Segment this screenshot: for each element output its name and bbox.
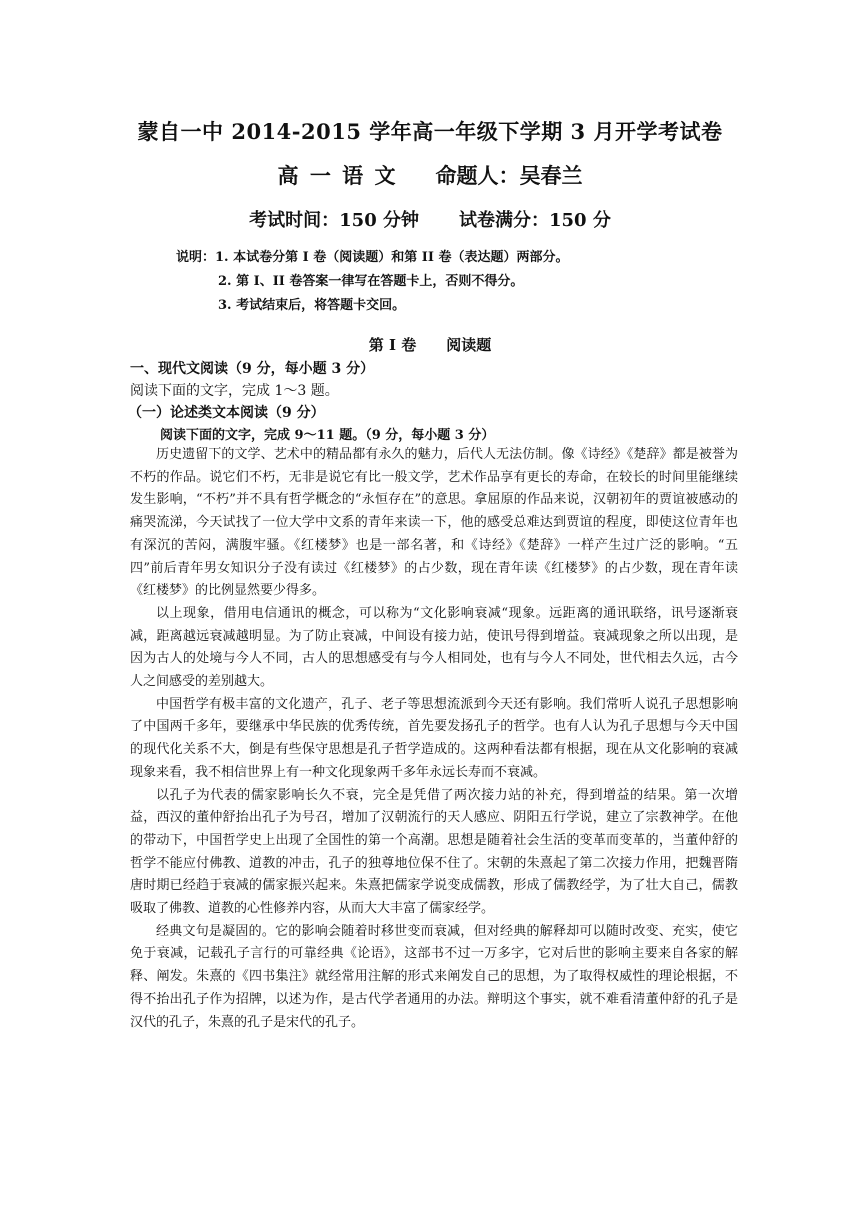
instruction-note-3: 3. 考试结束后，将答题卡交回。 <box>218 298 406 313</box>
subsection-heading: （一）论述类文本阅读（9 分） <box>128 405 325 421</box>
paragraph: 以上现象，借用电信通讯的概念，可以称为“文化影响衰减“现象。远距离的通讯联络，讯号逐渐衰减，距离越远衰减越明显。为了防止衰减，中间设有接力站，使讯号得到增益。衰减现象之所以出现，是因为古人的处境与今人不同，古人的思想感受有与今人相同处，也有与今人不同处，世代相去久远，古今人之间感受的差别越大。 <box>130 605 738 690</box>
exam-info-line <box>0 206 860 232</box>
part-heading: 一、现代文阅读（9 分，每小题 3 分） <box>130 361 375 377</box>
subject-line <box>0 160 860 190</box>
paragraph: 中国哲学有极丰富的文化遗产，孔子、老子等思想流派到今天还有影响。我们常听人说孔子思想影响了中国两千多年，要继承中华民族的优秀传统，首先要发扬孔子的哲学。也有人认为孔子思想与今天中国的现代化关系不大，倒是有些保守思想是孔子哲学造成的。这两种看法都有根据，现在从文化影响的衰减现象来看，我不相信世界上有一种文化现象两千多年永远长寿而不衰减。 <box>130 696 738 780</box>
instruction-note-1: 说明：1. 本试卷分第 I 卷（阅读题）和第 II 卷（表达题）两部分。 <box>176 250 569 265</box>
section-label: 阅读题 <box>446 336 492 354</box>
paragraph: 以孔子为代表的儒家影响长久不衰，完全是凭借了两次接力站的补充，得到增益的结果。第一次增益，西汉的董仲舒抬出孔子为号召，增加了汉朝流行的天人感应、阴阳五行学说，建立了宗教神学。在他的带动下，中国哲学史上出现了全国性的第一个高潮。思想是随着社会生活的变革而变革的，当董仲舒的哲学不能应付佛教、道教的冲击，孔子的独尊地位保不住了。宋朝的朱熹起了第二次接力作用，把魏晋隋唐时期已经趋于衰减的儒家振兴起来。朱熹把儒家学说变成儒教，形成了儒教经学，为了壮大自己，儒教吸取了佛教、道教的心性修养内容，从而大大丰富了儒家经学。 <box>130 787 738 917</box>
exam-time: 考试时间：150 分钟 <box>249 210 419 231</box>
part-instruction: 阅读下面的文字，完成 1～3 题。 <box>130 383 339 399</box>
section-name: 第 I 卷 <box>368 336 417 354</box>
article-body <box>130 444 738 1034</box>
section-heading <box>0 334 860 355</box>
subject-name: 高 一 语 文 <box>277 163 396 188</box>
exam-title: 蒙自一中 2014-2015 学年高一年级下学期 3 月开学考试卷 <box>137 119 723 144</box>
paragraph: 经典文句是凝固的。它的影响会随着时移世变而衰减，但对经典的解释却可以随时改变、充实，使它免于衰减，记载孔子言行的可靠经典《论语》，这部书不过一万多字，它对后世的影响主要来自各家的解释、阐发。朱熹的《四书集注》就经常用注解的形式来阐发自己的思想，为了取得权威性的理论根据，不得不抬出孔子作为招牌，以述为作，是古代学者通用的办法。辩明这个事实，就不难看清董仲舒的孔子是汉代的孔子，朱熹的孔子是宋代的孔子。 <box>130 923 738 1030</box>
instruction-note-2: 2. 第 I、II 卷答案一律写在答题卡上，否则不得分。 <box>218 274 524 289</box>
subsection-instruction: 阅读下面的文字，完成 9～11 题。（9 分，每小题 3 分） <box>160 428 495 443</box>
exam-score: 试卷满分：150 分 <box>459 210 611 231</box>
author-name: 命题人：吴春兰 <box>435 163 583 188</box>
paragraph: 历史遗留下的文学、艺术中的精品都有永久的魅力，后代人无法仿制。像《诗经》《楚辞》都是被誉为不朽的作品。说它们不朽，无非是说它有比一般文学，艺术作品享有更长的寿命，在较长的时间里能继续发生影响，“不朽”并不具有哲学概念的“永恒存在”的意思。拿屈原的作品来说，汉朝初年的贾谊被感动的痛哭流涕，今天试找了一位大学中文系的青年来读一下，他的感受总难达到贾谊的程度，即使这位青年也有深沉的苦闷，满腹牢骚。《红楼梦》也是一部名著，和《诗经》《楚辞》一样产生过广泛的影响。“五四”前后青年男女知识分子没有读过《红楼梦》的占少数，现在青年读《红楼梦》的占少数，现在青年读《红楼梦》的比例显然要少得多。 <box>130 447 738 599</box>
